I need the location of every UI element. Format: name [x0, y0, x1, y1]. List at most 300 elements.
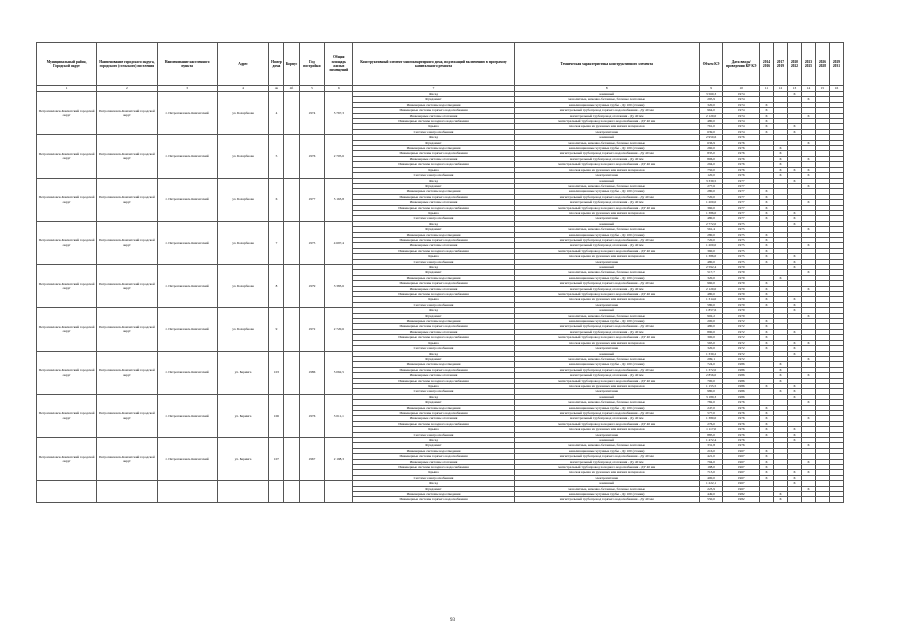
street-address: ул. Беринга	[217, 438, 269, 481]
element-characteristics: канализационные чугунные трубы - Ду 100 (стояки)	[514, 232, 699, 237]
element-volume: 565,0	[699, 340, 723, 345]
period-mark: X	[760, 243, 774, 248]
element-date: 1986	[723, 362, 760, 367]
period-mark: X	[801, 470, 815, 475]
element-characteristics: плоская крыша из рулонных или мягких материалов	[514, 383, 699, 388]
element-volume: 1 117,0	[699, 427, 723, 432]
element-volume: 1 330,2	[699, 351, 723, 356]
col-number: 6	[325, 86, 353, 92]
period-mark: X	[760, 210, 774, 215]
build-year: 1972	[299, 308, 325, 351]
element-name: Фундамент	[353, 356, 514, 361]
element-name: Крыша	[353, 124, 514, 129]
element-volume: 782,0	[699, 400, 723, 405]
element-date: 1967	[723, 470, 760, 475]
element-name: Инженерные системы водоотведения	[353, 319, 514, 324]
element-characteristics: монолитные, каменно-бетонные, блочные ленточные	[514, 227, 699, 232]
element-characteristics: монолитные, каменно-бетонные, блочные ленточные	[514, 183, 699, 188]
element-characteristics: каменный	[514, 221, 699, 226]
living-area: 5 062,5	[325, 351, 353, 394]
element-characteristics: канализационные чугунные трубы - Ду 100 (стояки)	[514, 448, 699, 453]
element-volume: 200,0	[699, 319, 723, 324]
element-name: Фасад	[353, 221, 514, 226]
house-number: 106	[269, 394, 284, 437]
locality: г. Петропавловск-Камчатский	[157, 221, 217, 264]
element-name: Инженерные системы отопления	[353, 156, 514, 161]
house-korpus	[284, 438, 299, 481]
element-volume: 1 472,4	[699, 438, 723, 443]
municipal-district: Петропавловск-Камчатский городской округ	[37, 265, 97, 308]
build-year: 1977	[299, 178, 325, 221]
municipal-district: Петропавловск-Камчатский городской округ	[37, 351, 97, 394]
element-name: Инженерные системы водоотведения	[353, 189, 514, 194]
element-name: Фундамент	[353, 400, 514, 405]
element-date: 1972	[723, 340, 760, 345]
period-mark: X	[787, 210, 801, 215]
period-mark: X	[801, 167, 815, 172]
period-mark: X	[760, 454, 774, 459]
period-mark: X	[760, 410, 774, 415]
period-mark: X	[787, 389, 801, 394]
period-mark: X	[787, 167, 801, 172]
living-area: 2 705,6	[325, 135, 353, 178]
house-info-empty	[97, 481, 157, 503]
element-characteristics: магистральный трубопровод отопления - Ду 40 мм	[514, 416, 699, 421]
period-mark: X	[773, 151, 787, 156]
col-number: 12	[773, 86, 787, 92]
header-area: Общая площадь жилых помещений	[325, 43, 353, 86]
element-volume: 295,9	[699, 97, 723, 102]
element-date: 1967	[723, 465, 760, 470]
living-area: 3 383,6	[325, 265, 353, 308]
period-mark: X	[801, 313, 815, 318]
col-number: 4б	[284, 86, 299, 92]
header-date: Дата ввода/ проведения КР КЭ	[723, 43, 760, 86]
element-name: Система электроснабжения	[353, 346, 514, 351]
element-name: Инженерные системы горячего водоснабжения	[353, 324, 514, 329]
element-characteristics: магистральный трубопровод горячего водоснабжения - Ду 40 мм	[514, 237, 699, 242]
element-volume: 700,0	[699, 378, 723, 383]
element-characteristics: монолитные, каменно-бетонные, блочные ленточные	[514, 443, 699, 448]
period-mark: X	[760, 232, 774, 237]
element-volume: 1 386,0	[699, 254, 723, 259]
element-date: 1986	[723, 383, 760, 388]
period-mark: X	[760, 113, 774, 118]
settlement: Петропавловск-Камчатский городской округ	[97, 92, 157, 135]
element-name: Инженерные системы горячего водоснабжения	[353, 108, 514, 113]
element-volume: 2 120,0	[699, 286, 723, 291]
element-name: Инженерные системы водоотведения	[353, 405, 514, 410]
element-volume: 639,0	[699, 129, 723, 134]
period-mark	[760, 497, 774, 502]
period-mark: X	[801, 97, 815, 102]
period-mark: X	[760, 259, 774, 264]
element-volume: 720,0	[699, 237, 723, 242]
element-name: Инженерные системы отопления	[353, 329, 514, 334]
col-number: 10	[723, 86, 760, 92]
element-date: 1976	[723, 162, 760, 167]
period-mark: X	[760, 427, 774, 432]
period-mark: X	[801, 270, 815, 275]
element-characteristics: плоская крыша из рулонных или мягких материалов	[514, 210, 699, 215]
element-name: Инженерные системы горячего водоснабжения	[353, 454, 514, 459]
element-name: Крыша	[353, 340, 514, 345]
element-volume: 761,0	[699, 124, 723, 129]
element-characteristics: канализационные чугунные трубы - Ду 100 (стояки)	[514, 492, 699, 497]
element-date: 1975	[723, 237, 760, 242]
element-date: 1972	[723, 356, 760, 361]
period-mark: X	[787, 329, 801, 334]
element-name: Система электроснабжения	[353, 173, 514, 178]
element-date: 1967	[723, 459, 760, 464]
element-characteristics: магистральный трубопровод горячего водоснабжения - Ду 40 мм	[514, 151, 699, 156]
living-area: 2 198,3	[325, 438, 353, 481]
element-volume: 276,0	[699, 421, 723, 426]
period-mark: X	[787, 470, 801, 475]
element-name: Крыша	[353, 297, 514, 302]
street-address: ул. Бохарбнова	[217, 221, 269, 264]
header-year: Год постройки	[299, 43, 325, 86]
element-characteristics: каменный	[514, 265, 699, 270]
element-name: Фундамент	[353, 443, 514, 448]
element-name: Крыша	[353, 167, 514, 172]
element-date: 1974	[723, 97, 760, 102]
element-name: Фасад	[353, 265, 514, 270]
period-mark: X	[787, 259, 801, 264]
period-mark: X	[787, 124, 801, 129]
element-name: Инженерные системы водоотведения	[353, 146, 514, 151]
element-characteristics: магистральный трубопровод отопления - Ду 40 мм	[514, 156, 699, 161]
element-name: Крыша	[353, 427, 514, 432]
element-volume: 794,0	[699, 459, 723, 464]
period-mark: X	[801, 183, 815, 188]
element-volume: 890,0	[699, 329, 723, 334]
element-date: 1976	[723, 135, 760, 140]
period-mark: X	[760, 346, 774, 351]
element-date: 1982	[723, 492, 760, 497]
build-year: 1975	[299, 221, 325, 264]
element-name: Крыша	[353, 254, 514, 259]
element-date: 1986	[723, 373, 760, 378]
period-mark: X	[801, 340, 815, 345]
element-date: 1976	[723, 405, 760, 410]
element-name: Фасад	[353, 351, 514, 356]
element-date: 1967	[723, 454, 760, 459]
period-mark: X	[760, 200, 774, 205]
element-characteristics: плоская крыша из рулонных или мягких материалов	[514, 297, 699, 302]
header-period: 2017 2019	[773, 43, 787, 86]
period-mark: X	[760, 102, 774, 107]
header-characteristics: Техническая характеристика конструктивного элемента	[514, 43, 699, 86]
period-mark: X	[787, 92, 801, 97]
col-number: 4	[217, 86, 269, 92]
living-area: 2 720,6	[325, 308, 353, 351]
period-mark: X	[801, 459, 815, 464]
element-volume: 300,0	[699, 335, 723, 340]
element-date: 1976	[723, 156, 760, 161]
element-volume: 1 857,6	[699, 308, 723, 313]
period-mark: X	[787, 438, 801, 443]
element-characteristics: магистральный трубопровод холодного водоснабжения - ДУ 40 мм	[514, 378, 699, 383]
element-volume: 3 339,5	[699, 178, 723, 183]
element-date: 1975	[723, 259, 760, 264]
element-date: 1977	[723, 216, 760, 221]
element-name: Инженерные системы водоотведения	[353, 492, 514, 497]
element-date: 1975	[723, 232, 760, 237]
living-area: 4 697,4	[325, 221, 353, 264]
element-characteristics: канализационные чугунные трубы - Ду 100 (стояки)	[514, 189, 699, 194]
municipal-district: Петропавловск-Камчатский городской округ	[37, 92, 97, 135]
municipal-district: Петропавловск-Камчатский городской округ	[37, 178, 97, 221]
element-characteristics: каменный	[514, 394, 699, 399]
element-characteristics: канализационные чугунные трубы - Ду 100 (стояки)	[514, 362, 699, 367]
period-mark: X	[773, 362, 787, 367]
period-mark: X	[760, 335, 774, 340]
element-date: 1974	[723, 129, 760, 134]
element-volume: 280,0	[699, 232, 723, 237]
element-characteristics: монолитные, каменно-бетонные, блочные ленточные	[514, 140, 699, 145]
street-address: ул. Беринга	[217, 394, 269, 437]
element-date: 1975	[723, 221, 760, 226]
element-volume: 320,0	[699, 102, 723, 107]
element-name: Инженерные системы холодного водоснабжения	[353, 378, 514, 383]
period-mark: X	[773, 389, 787, 394]
header-address: Адрес	[217, 43, 269, 86]
period-mark-empty	[829, 497, 843, 502]
period-mark	[801, 497, 815, 502]
period-mark: X	[801, 416, 815, 421]
period-mark: X	[801, 227, 815, 232]
element-volume: 517,7	[699, 270, 723, 275]
period-mark: X	[760, 281, 774, 286]
period-mark: X	[801, 200, 815, 205]
element-volume: 960,0	[699, 281, 723, 286]
element-volume: 2 120,0	[699, 113, 723, 118]
element-characteristics: плоская крыша из рулонных или мягких материалов	[514, 124, 699, 129]
period-mark: X	[773, 156, 787, 161]
period-mark: X	[760, 302, 774, 307]
element-date: 1976	[723, 432, 760, 437]
house-info-empty	[37, 481, 97, 503]
period-mark: X	[760, 405, 774, 410]
house-number: 107	[269, 438, 284, 481]
element-name: Фундамент	[353, 486, 514, 491]
period-mark: X	[760, 448, 774, 453]
period-mark: X	[787, 254, 801, 259]
element-volume: 3 560,3	[699, 92, 723, 97]
col-number: 4а	[269, 86, 284, 92]
element-name: Система электроснабжения	[353, 302, 514, 307]
element-date: 1976	[723, 400, 760, 405]
element-volume: 277,6	[699, 183, 723, 188]
element-name: Крыша	[353, 210, 514, 215]
element-volume: 1 200,0	[699, 200, 723, 205]
element-name: Система электроснабжения	[353, 216, 514, 221]
element-name: Инженерные системы горячего водоснабжения	[353, 151, 514, 156]
period-mark: X	[760, 216, 774, 221]
element-characteristics: каменный	[514, 178, 699, 183]
element-date: 1967	[723, 481, 760, 486]
element-name: Инженерные системы отопления	[353, 459, 514, 464]
element-name: Крыша	[353, 470, 514, 475]
element-name: Инженерные системы отопления	[353, 416, 514, 421]
period-mark: X	[760, 475, 774, 480]
house-number: 6	[269, 178, 284, 221]
element-date: 1979	[723, 270, 760, 275]
period-mark: X	[760, 189, 774, 194]
element-characteristics: магистральный трубопровод отопления - Ду 40 мм	[514, 373, 699, 378]
living-area: 5 767,3	[325, 92, 353, 135]
element-volume: 320,0	[699, 346, 723, 351]
element-name: Инженерные системы водоотведения	[353, 275, 514, 280]
period-mark: X	[773, 146, 787, 151]
period-mark: X	[773, 275, 787, 280]
element-characteristics: магистральный трубопровод горячего водоснабжения - Ду 40 мм	[514, 497, 699, 502]
element-volume: 480,0	[699, 216, 723, 221]
house-korpus	[284, 221, 299, 264]
element-characteristics: электропитание	[514, 173, 699, 178]
house-korpus	[284, 265, 299, 308]
settlement: Петропавловск-Камчатский городской округ	[97, 394, 157, 437]
element-date: 1979	[723, 313, 760, 318]
element-volume: 1 380,0	[699, 416, 723, 421]
period-mark: X	[787, 178, 801, 183]
table-body	[37, 92, 844, 503]
col-number: 11	[760, 86, 774, 92]
header-row	[37, 43, 844, 86]
element-name: Фасад	[353, 438, 514, 443]
element-date: 1977	[723, 210, 760, 215]
element-characteristics: каменный	[514, 481, 699, 486]
page-number: 93	[450, 618, 455, 623]
element-name: Инженерные системы водоотведения	[353, 102, 514, 107]
period-mark: X	[760, 119, 774, 124]
header-house-num: Номер дома	[269, 43, 284, 86]
element-date: 1974	[723, 113, 760, 118]
house-number: 4	[269, 92, 284, 135]
period-mark: X	[801, 113, 815, 118]
element-date: 1974	[723, 92, 760, 97]
settlement: Петропавловск-Камчатский городской округ	[97, 221, 157, 264]
element-volume: 885,0	[699, 432, 723, 437]
street-address: ул. Бохарбнова	[217, 92, 269, 135]
locality: г. Петропавловск-Камчатский	[157, 92, 217, 135]
element-date: 1986	[723, 389, 760, 394]
element-name: Инженерные системы холодного водоснабжения	[353, 465, 514, 470]
municipal-district: Петропавловск-Камчатский городской округ	[37, 394, 97, 437]
element-volume: 360,0	[699, 248, 723, 253]
element-date: 1977	[723, 200, 760, 205]
element-name: Инженерные системы горячего водоснабжения	[353, 497, 514, 502]
element-date: 1976	[723, 140, 760, 145]
element-characteristics: плоская крыша из рулонных или мягких материалов	[514, 254, 699, 259]
settlement: Петропавловск-Камчатский городской округ	[97, 135, 157, 178]
locality: г. Петропавловск-Камчатский	[157, 308, 217, 351]
element-volume: 1 155,5	[699, 383, 723, 388]
period-mark: X	[773, 162, 787, 167]
element-volume: 2 772,0	[699, 221, 723, 226]
period-mark: X	[801, 400, 815, 405]
element-characteristics: магистральный трубопровод горячего водоснабжения - Ду 40 мм	[514, 281, 699, 286]
element-volume: 577,0	[699, 410, 723, 415]
element-name: Система электроснабжения	[353, 432, 514, 437]
period-mark: X	[760, 416, 774, 421]
element-volume: 1 222,1	[699, 481, 723, 486]
element-date: 1975	[723, 227, 760, 232]
element-characteristics: плоская крыша из рулонных или мягких материалов	[514, 167, 699, 172]
element-characteristics: магистральный трубопровод горячего водоснабжения - Ду 40 мм	[514, 454, 699, 459]
period-mark: X	[760, 329, 774, 334]
element-date: 1976	[723, 443, 760, 448]
element-name: Инженерные системы холодного водоснабжения	[353, 205, 514, 210]
element-name: Фундамент	[353, 227, 514, 232]
period-mark: X	[787, 216, 801, 221]
element-characteristics: канализационные чугунные трубы - Ду 100 (стояки)	[514, 319, 699, 324]
element-volume: 280,0	[699, 189, 723, 194]
period-mark: X	[760, 297, 774, 302]
build-year: 1979	[299, 265, 325, 308]
element-name: Инженерные системы водоотведения	[353, 232, 514, 237]
element-characteristics: каменный	[514, 438, 699, 443]
col-number: 8	[514, 86, 699, 92]
element-volume: 299,1	[699, 356, 723, 361]
locality: г. Петропавловск-Камчатский	[157, 394, 217, 437]
element-date: 1979	[723, 302, 760, 307]
element-characteristics: электропитание	[514, 259, 699, 264]
element-volume: 964,0	[699, 108, 723, 113]
element-name: Крыша	[353, 383, 514, 388]
element-date: 1979	[723, 265, 760, 270]
col-number: 13	[787, 86, 801, 92]
element-date: 1967	[723, 475, 760, 480]
element-volume: 1 386,0	[699, 210, 723, 215]
house-number: 8	[269, 265, 284, 308]
element-volume: 480,0	[699, 324, 723, 329]
element-characteristics: магистральный трубопровод отопления - Ду 40 мм	[514, 459, 699, 464]
element-volume: 636,9	[699, 140, 723, 145]
period-mark: X	[760, 129, 774, 134]
period-mark: X	[760, 248, 774, 253]
period-mark: X	[760, 108, 774, 113]
element-name: Инженерные системы горячего водоснабжения	[353, 281, 514, 286]
element-date: 1986	[723, 367, 760, 372]
period-mark: X	[760, 194, 774, 199]
element-name: Фасад	[353, 308, 514, 313]
locality: г. Петропавловск-Камчатский	[157, 135, 217, 178]
element-characteristics: монолитные, каменно-бетонные, блочные ленточные	[514, 270, 699, 275]
period-mark: X	[787, 475, 801, 480]
period-mark: X	[773, 167, 787, 172]
header-mr: Муниципальный район, Городской округ	[37, 43, 97, 86]
locality: г. Петропавловск-Камчатский	[157, 351, 217, 394]
settlement: Петропавловск-Камчатский городской округ	[97, 351, 157, 394]
element-volume: 561,4	[699, 227, 723, 232]
living-area: 5 163,8	[325, 178, 353, 221]
element-characteristics: магистральный трубопровод горячего водоснабжения - Ду 40 мм	[514, 194, 699, 199]
house-number: 103	[269, 351, 284, 394]
settlement: Петропавловск-Камчатский городской округ	[97, 178, 157, 221]
element-name: Фундамент	[353, 140, 514, 145]
element-characteristics: канализационные чугунные трубы - Ду 100 (стояки)	[514, 405, 699, 410]
element-characteristics: магистральный трубопровод горячего водоснабжения - Ду 40 мм	[514, 367, 699, 372]
living-area: 3 011,1	[325, 394, 353, 437]
element-characteristics: монолитные, каменно-бетонные, блочные ленточные	[514, 313, 699, 318]
element-characteristics: монолитные, каменно-бетонные, блочные ленточные	[514, 97, 699, 102]
element-volume: 331,8	[699, 443, 723, 448]
element-date: 1972	[723, 329, 760, 334]
element-date: 1976	[723, 438, 760, 443]
period-mark	[787, 497, 801, 502]
